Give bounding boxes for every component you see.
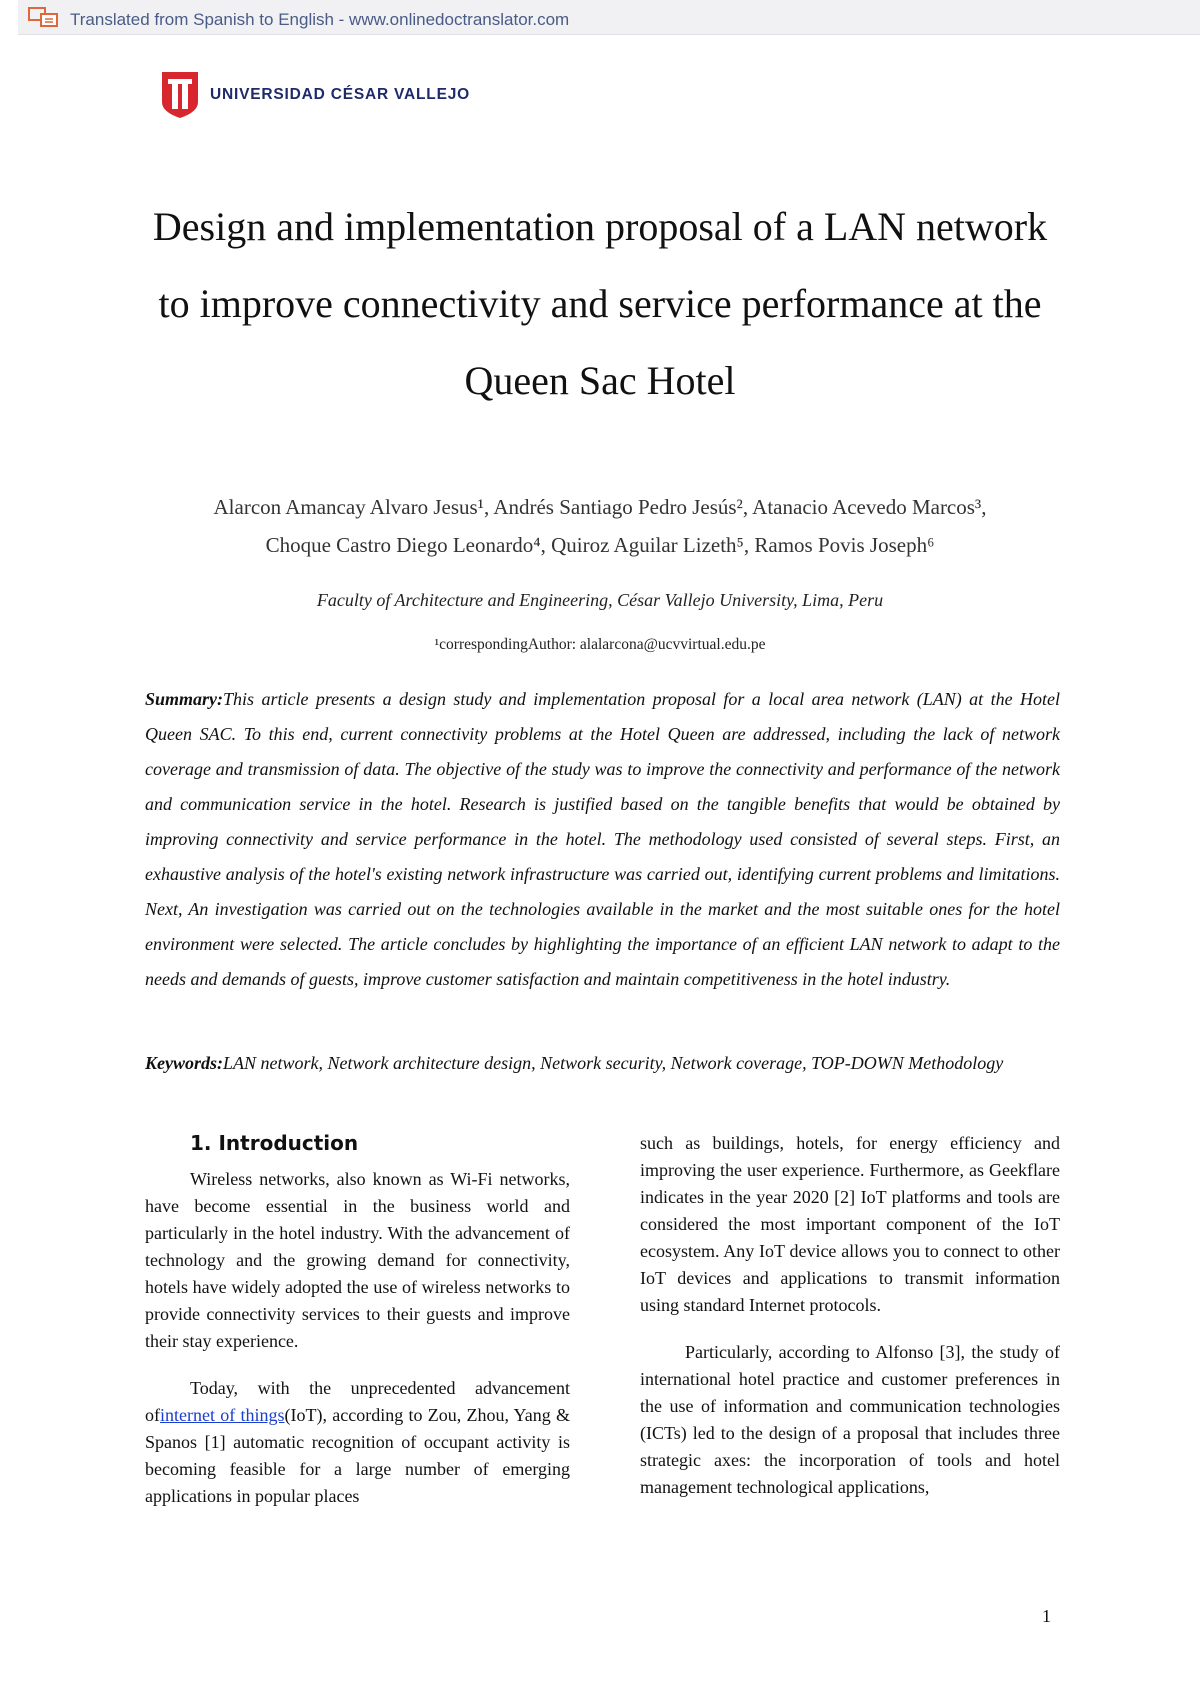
keywords-label: Keywords: bbox=[145, 1053, 223, 1073]
intro-paragraph-1: Wireless networks, also known as Wi-Fi networks, have become essential in the business world and particularly in the hotel industry. With the advancement of technology and the growing demand for connectivity, hotels have widely adopted the use of wireless networks to provide connectivity services to their guests and improve their stay experience. bbox=[145, 1169, 570, 1351]
column-right bbox=[640, 1130, 1060, 1521]
abstract bbox=[145, 682, 1060, 997]
intro-paragraph-2 bbox=[145, 1375, 570, 1510]
translation-banner bbox=[18, 0, 1200, 35]
column-left bbox=[145, 1130, 570, 1530]
university-shield-icon bbox=[162, 72, 198, 118]
intro-paragraph-3: such as buildings, hotels, for energy efficiency and improving the user experience. Furthermore, as Geekflare indicates in the year 2020 [2] IoT platforms and tools are considered the most important component of the IoT ecosystem. Any IoT device allows you to connect to other IoT devices and applications to transmit information using standard Internet protocols. bbox=[640, 1133, 1060, 1315]
author-list bbox=[110, 488, 1090, 564]
author-line-2: Choque Castro Diego Leonardo⁴, Quiroz Aguilar Lizeth⁵, Ramos Povis Joseph⁶ bbox=[265, 533, 935, 557]
corresponding-author: ¹correspondingAuthor: alalarcona@ucvvirtual.edu.pe bbox=[434, 636, 766, 653]
intro-paragraph-4: Particularly, according to Alfonso [3], the study of international hotel practice and customer preferences in the use of information and communication technologies (ICTs) led to the design of a proposal that includes three strategic axes: the incorporation of tools and hotel management technological applications, bbox=[640, 1342, 1060, 1497]
affiliation: Faculty of Architecture and Engineering, César Vallejo University, Lima, Peru bbox=[316, 590, 884, 610]
section-heading-introduction: 1. Introduction bbox=[190, 1131, 359, 1155]
page-number: 1 bbox=[1042, 1606, 1051, 1626]
abstract-text: This article presents a design study and implementation proposal for a local area network (LAN) at the Hotel Queen SAC. To this end, current connectivity problems at the Hotel Queen are addressed, including the lack of network coverage and transmission of data. The objective of the study was to improve the connectivity and performance of the network and communication service in the hotel. Research is justified based on the tangible benefits that would be obtained by improving connectivity and service performance in the hotel. The methodology used consisted of several steps. First, an exhaustive analysis of the hotel's existing network infrastructure was carried out, identifying current problems and limitations. Next, An investigation was carried out on the technologies available in the market and the most suitable ones for the hotel environment were selected. The article concludes by highlighting the importance of an efficient LAN network to adapt to the needs and demands of guests, improve customer satisfaction and maintain competitiveness in the hotel industry. bbox=[145, 689, 1060, 989]
iot-link[interactable]: internet of things bbox=[160, 1405, 285, 1425]
paper-title: Design and implementation proposal of a LAN network to improve connectivity and service performance at the Queen Sac Hotel bbox=[152, 204, 1048, 403]
intro-p2-after: (IoT), according to Zou, Zhou, Yang & Spanos [1] automatic recognition of occupant activity is becoming feasible for a large number of emerging applications in popular places bbox=[145, 1405, 570, 1506]
keywords-text: LAN network, Network architecture design, Network security, Network coverage, TOP-DOWN Methodology bbox=[223, 1053, 1004, 1073]
banner-text[interactable]: Translated from Spanish to English - www.onlinedoctranslator.com bbox=[70, 10, 570, 29]
translate-icon bbox=[28, 6, 60, 33]
university-logo bbox=[162, 72, 470, 118]
logo-text: UNIVERSIDAD CÉSAR VALLEJO bbox=[210, 86, 470, 103]
keywords bbox=[145, 1046, 1060, 1081]
abstract-label: Summary: bbox=[145, 689, 224, 709]
author-line-1: Alarcon Amancay Alvaro Jesus¹, Andrés Santiago Pedro Jesús², Atanacio Acevedo Marcos³, bbox=[213, 495, 987, 519]
intro-p2-before: Today, with the unprecedented advancement of bbox=[145, 1378, 570, 1425]
